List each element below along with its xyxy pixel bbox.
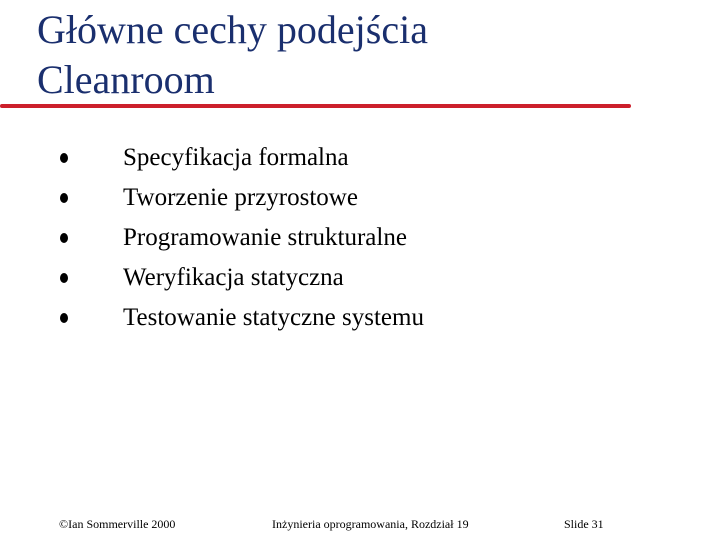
- bullet-text: Weryfikacja statyczna: [123, 264, 344, 291]
- bullet-dot-icon: [60, 153, 68, 163]
- bullet-item: [60, 258, 424, 298]
- bullet-item: [60, 218, 424, 258]
- bullet-item: [60, 138, 424, 178]
- bullet-dot-icon: [60, 193, 68, 203]
- bullet-dot-icon: [60, 273, 68, 283]
- bullet-list: [60, 138, 424, 338]
- title-underline-rule: [0, 104, 631, 108]
- footer-slide-number: Slide 31: [564, 517, 604, 531]
- bullet-item: [60, 298, 424, 338]
- slide-title-line-2: Cleanroom: [37, 57, 215, 102]
- footer-book-chapter: Inżynieria oprogramowania, Rozdział 19: [272, 517, 469, 531]
- bullet-text: Programowanie strukturalne: [123, 224, 407, 251]
- bullet-item: [60, 178, 424, 218]
- bullet-text: Tworzenie przyrostowe: [123, 184, 358, 211]
- bullet-dot-icon: [60, 233, 68, 243]
- slide-title-line-1: Główne cechy podejścia: [37, 7, 428, 52]
- bullet-text: Specyfikacja formalna: [123, 144, 349, 171]
- bullet-dot-icon: [60, 313, 68, 323]
- slide-title: [37, 5, 677, 105]
- bullet-text: Testowanie statyczne systemu: [123, 304, 424, 331]
- footer-copyright: ©Ian Sommerville 2000: [59, 517, 176, 531]
